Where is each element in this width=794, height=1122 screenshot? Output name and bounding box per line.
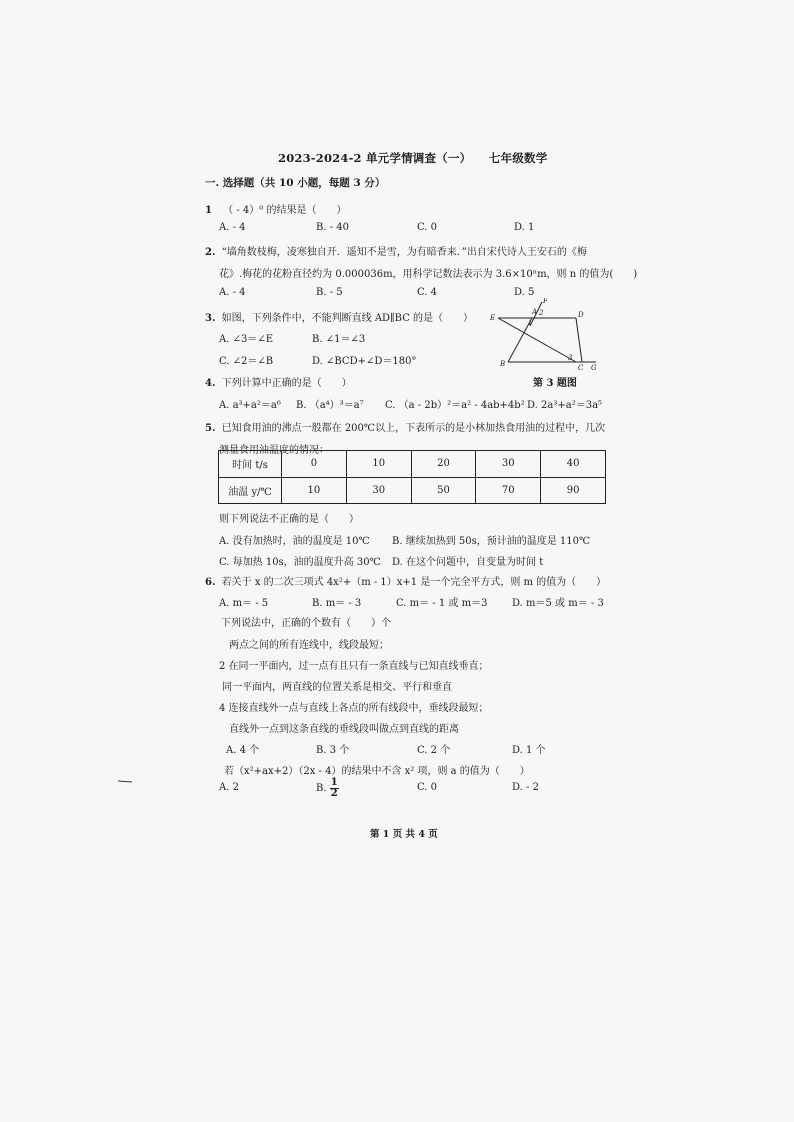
fig-label-1: 1 [528, 319, 533, 327]
table-cell: 10 [346, 451, 411, 478]
table-row [219, 477, 606, 504]
scan-mark [118, 780, 132, 783]
q5-option-d: D. 在这个问题中，自变量为时间 t [392, 557, 544, 568]
table-cell: 30 [346, 477, 411, 504]
q2-option-a: A. - 4 [219, 287, 246, 298]
question-5-line-1 [205, 419, 605, 434]
question-2-line-1 [205, 243, 587, 258]
q4-option-a: A. a³+a²＝a⁶ [219, 400, 281, 411]
q7-option-c: C. 2 个 [417, 745, 451, 756]
table-header-cell: 时间 t/s [219, 451, 282, 478]
question-text: 下列计算中正确的是（ ） [221, 378, 352, 389]
fraction-one-half [330, 778, 339, 799]
q3-option-d: D. ∠BCD+∠D＝180° [312, 356, 417, 367]
q7-option-b: B. 3 个 [316, 745, 350, 756]
question-1 [205, 201, 346, 216]
question-3 [205, 309, 473, 324]
temperature-table [218, 450, 606, 504]
table-cell: 70 [476, 477, 541, 504]
question-number: 3. [205, 313, 216, 324]
q6-option-b: B. m＝ - 3 [312, 598, 362, 609]
table-cell: 50 [411, 477, 476, 504]
fig-label-g: G [591, 364, 597, 370]
section-heading-choice: 一. 选择题（共 10 小题，每题 3 分） [205, 177, 386, 189]
question-text: 如图，下列条件中，不能判断直线 AD∥BC 的是（ ） [221, 313, 474, 324]
q5-option-c: C. 每加热 10s，油的温度升高 30℃ [219, 557, 381, 568]
figure-caption: 第 3 题图 [533, 378, 577, 389]
q3-option-c: C. ∠2＝∠B [219, 356, 274, 367]
q4-option-d: D. 2a³+a²＝3a⁵ [527, 400, 603, 411]
fig-label-e: E [490, 314, 496, 322]
table-cell: 40 [541, 451, 606, 478]
q8-option-d: D. - 2 [512, 782, 539, 793]
fraction-denominator: 2 [330, 788, 338, 799]
table-cell: 90 [541, 477, 606, 504]
q5-option-b: B. 继续加热到 50s，预计油的温度是 110℃ [392, 536, 591, 547]
question-text: “墙角数枝梅，凌寒独自开．遥知不是雪，为有暗香来．”出自宋代诗人王安石的《梅 [221, 247, 587, 258]
question-7: 下列说法中，正确的个数有（ ）个 [221, 618, 391, 629]
question-number: 5. [205, 423, 216, 434]
table-header-cell: 油温 y/℃ [219, 477, 282, 504]
question-text: 已知食用油的沸点一般都在 200℃以上，下表所示的是小林加热食用油的过程中，几次 [221, 423, 606, 434]
question-4 [205, 374, 352, 389]
question-text: 若关于 x 的二次三项式 4x²+（m - 1）x+1 是一个完全平方式，则 m 的值为（ ） [221, 577, 607, 588]
question-2-line-2: 花》.梅花的花粉直径约为 0.000036m，用科学记数法表示为 3.6×10ⁿm，则 n 的值为( ) [219, 269, 638, 280]
q4-option-c: C. （a - 2b）²＝a² - 4ab+4b² [385, 400, 525, 411]
question-number: 1 [205, 205, 212, 216]
q7-option-d: D. 1 个 [512, 745, 546, 756]
q2-option-d: D. 5 [514, 287, 535, 298]
q8-option-c: C. 0 [417, 782, 438, 793]
q6-option-c: C. m＝ - 1 或 m＝3 [396, 598, 488, 609]
fig-label-c: C [578, 364, 584, 370]
q7-statement-5: 直线外一点到这条直线的垂线段叫做点到直线的距离 [229, 724, 459, 735]
question-8: 若（x²+ax+2）（2x - 4）的结果中不含 x² 项，则 a 的值为（ ） [224, 766, 530, 777]
fig-label-d: D [578, 311, 584, 319]
q8-option-b-label: B. [316, 783, 327, 794]
question-6 [205, 573, 606, 588]
question-number: 4. [205, 378, 216, 389]
page-footer: 第 1 页 共 4 页 [370, 829, 438, 840]
question-text: （ - 4）⁰ 的结果是（ ） [223, 205, 347, 216]
table-cell: 0 [282, 451, 347, 478]
fig-label-2: 2 [539, 309, 544, 317]
q4-option-b: B. （a⁴）³＝a⁷ [296, 400, 364, 411]
q5-option-a: A. 没有加热时，油的温度是 10℃ [219, 536, 370, 547]
q1-option-a: A. - 4 [219, 222, 246, 233]
fraction-numerator: 1 [330, 777, 338, 788]
q8-option-b [316, 778, 339, 799]
q1-option-b: B. - 40 [316, 222, 349, 233]
q7-statement-3: 同一平面内，两直线的位置关系是相交、平行和垂直 [219, 682, 453, 693]
q7-statement-2: 2 在同一平面内，过一点有且只有一条直线与已知直线垂直； [219, 661, 489, 672]
table-cell: 20 [411, 451, 476, 478]
q1-option-c: C. 0 [417, 222, 438, 233]
question-number: 2. [205, 247, 216, 258]
exam-title: 2023-2024-2 单元学情调查（一） 七年级数学 [278, 151, 548, 165]
q7-statement-4: 4 连接直线外一点与直线上各点的所有线段中，垂线段最短； [219, 703, 489, 714]
q3-option-b: B. ∠1＝∠3 [312, 334, 366, 345]
geometry-figure-q3 [488, 298, 600, 370]
fig-label-b: B [500, 360, 506, 368]
table-cell: 10 [282, 477, 347, 504]
q1-option-d: D. 1 [514, 222, 535, 233]
fig-label-a: A [532, 308, 538, 316]
fig-label-3: 3 [568, 354, 573, 362]
table-cell: 30 [476, 451, 541, 478]
q8-option-a: A. 2 [219, 782, 239, 793]
q7-statement-1: 两点之间的所有连线中，线段最短； [229, 640, 389, 651]
q2-option-c: C. 4 [417, 287, 438, 298]
question-5-line-2: 测量食用油温度的情况： [219, 445, 329, 456]
question-number: 6. [205, 577, 216, 588]
q6-option-d: D. m＝5 或 m＝ - 3 [512, 598, 604, 609]
q2-option-b: B. - 5 [316, 287, 343, 298]
fig-label-f: F [543, 298, 548, 305]
table-row [219, 451, 606, 478]
q7-option-a: A. 4 个 [226, 745, 260, 756]
q3-option-a: A. ∠3＝∠E [219, 334, 273, 345]
q6-option-a: A. m＝ - 5 [219, 598, 269, 609]
question-5-prompt: 则下列说法不正确的是（ ） [219, 514, 359, 525]
